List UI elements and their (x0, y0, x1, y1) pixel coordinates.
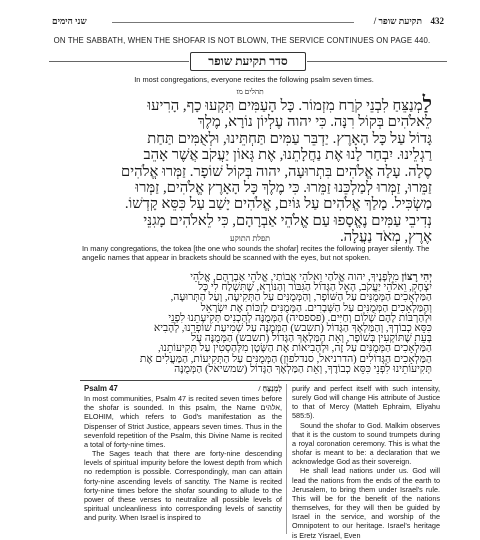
page-number: 432 (430, 16, 444, 26)
section-title: תקיעת שופר / (373, 16, 422, 26)
psalm-line: זַמֵּרוּ, זַמְּרוּ לְמַלְכֵּנוּ זַמֵּרוּ. כִּי מֶלֶךְ כָּל הָאָרֶץ אֱלֹהִים, זַמְּרוּ (135, 180, 432, 197)
yehi-ratzon-lead: יְהִי רָצוֹן (401, 272, 432, 283)
commentary-heading (84, 384, 282, 393)
prayer-line: בְּעֵת שֶׁתּוֹקְעִין בְּשׁוֹפָר, וְאֵת הַמַּלְאָךְ הַגָּדוֹל (תשבש) הַמְּמֻנֶּה עַל (191, 333, 432, 345)
yehi-ratzon-prayer (82, 273, 432, 375)
commentary-paragraph: He shall lead nations under us. God will lead the nations from the ends of the earth to Jerusalem, to bring them under Israel's rule. This will be for the benefit of the nations themselves, for they will then be guided by Israel in the service, and worship of the Omnipotent to our heritage. Israel's heritage is Eretz Yisrael, Even (292, 466, 440, 540)
section-heading: סדר תקיעת שופר (190, 52, 306, 71)
psalm-instruction: In most congregations, everyone recites the following psalm seven times. (134, 75, 374, 84)
prayer-line: כִּסֵּא כְבוֹדְךָ, וְהַמַּלְאָךְ הַגָּדוֹל (תשבש) הַמְּמֻנֶּה עַל שְׁמִיעַת שׁוֹפְרֵנוּ, לְהָבִיא (153, 323, 432, 335)
psalm-line: גָּדוֹל עַל כָּל הָאָרֶץ. יַדְבֵּר עַמִּים תַּחְתֵּינוּ, וּלְאֻמִּים תַּחַת (147, 130, 432, 147)
commentary-heading-english: Psalm 47 (84, 384, 118, 393)
commentary-paragraph: purify and perfect itself with such intensity, surely God will change His attribute of Justice to that of Mercy (Matteh Ephraim, Eliyahu 585:5). (292, 384, 440, 421)
prayer-line: הַמַּלְאָכִים הַמְּמֻנִּים עַל זֶה, וּלְהָבִיאוֹת אֶת הַשָּׂטָן מִלְּהַסְטִין עַל תְּקִיעוֹתֵנוּ, (158, 343, 432, 355)
commentary-right-column (292, 384, 440, 540)
prayer-label: תפלת התוקע (229, 234, 271, 243)
prayer-line: הַמַּלְאָכִים הַגְּדוֹלִים (הדרניאל, סנדלפון) הַמְּמֻנִּים עַל הַתְּקִיעוֹת, הַמַּעֲלִים אֶת (139, 353, 432, 365)
psalm-line: אֶרֶץ, מְאֹד נַעֲלָה. (339, 229, 432, 246)
psalm-line: לַמְנַצֵּחַ לִבְנֵי קֹרַח מִזְמוֹר. כָּל הָעַמִּים תִּקְעוּ כָף, הָרִיעוּ (147, 93, 432, 115)
prayer-instruction: In many congregations, the tokea [the one who sounds the shofar] recites the following prayer silently. The angelic names that appear in brackets should be scanned with the eyes, but not spoken. (82, 244, 430, 263)
header-rule (112, 22, 354, 23)
prayer-line: וּלְהַרְבּוֹת לָהֶם שָׁלוֹם וְחַיִּים. (פספסיה) הַמְּמֻנֶּה לְהַכְנִיס תְּקִיעָתֵנוּ לִפְנֵי (168, 312, 432, 324)
book-title: שני הימים (52, 16, 87, 26)
psalm-line: מַשְׂכִּיל. מָלַךְ אֱלֹהִים עַל גּוֹיִם, אֱלֹהִים יָשַׁב עַל כִּסֵּא קָדְשׁוֹ. (124, 196, 432, 213)
psalm-line: סֶלָה. עָלָה אֱלֹהִים בִּתְרוּעָה, יהוה בְּקוֹל שׁוֹפָר. זַמְּרוּ אֱלֹהִים (121, 163, 432, 180)
psalm-line: נְדִיבֵי עַמִּים נֶאֱסָפוּ עַם אֱלֹהֵי אַבְרָהָם, כִּי לֵאלֹהִים מָגִנֵּי (143, 212, 432, 229)
running-header (52, 16, 444, 30)
prayer-line: וְהַמַּלְאָכִים הַמְּמֻנִּים עַל הַשְּׁבָרִים. הַמְּמֻנִּים לְזַכּוֹת אֶת יִשְׂרָאֵל (200, 302, 432, 314)
prayer-line: יִצְחָק, וֵאלֹהֵי יַעֲקֹב, הָאֵל הַגָּדוֹל הַגִּבּוֹר וְהַנּוֹרָא, שֶׁתִּשְׁלַח לִי כָּל (198, 282, 432, 294)
commentary-paragraph: The Sages teach that there are forty-nine descending levels of spiritual impurity before the lowest depth from which no redemption is possible. Correspondingly, man can attain forty-nine ascending levels of sanctity. The Name is recited forty-nine times before the shofar sounding to allude to the power of these verses to neutralize all possible levels of spiritual uncleanliness into corresponding levels of sanctity and purity. When Israel is inspired to (84, 449, 282, 523)
commentary-divider (80, 380, 432, 381)
prayer-line: תְּקִיעוֹתֵינוּ לִפְנֵי כִּסֵּא כְבוֹדֶךָ, וְאֵת הַמַּלְאָךְ הַגָּדוֹל (שמשיאל) הַמְּמֻנֶּה (174, 363, 432, 375)
sabbath-note: ON THE SABBATH, WHEN THE SHOFAR IS NOT BLOWN, THE SERVICE CONTINUES ON PAGE 440. (53, 36, 431, 45)
column-rule (286, 384, 287, 534)
commentary-paragraph: Sound the shofar to God. Malkim observes that it is the custom to sound trumpets during a royal coronation ceremony. This is what the shofar is meant to be: a declaration that we acknowledge God as their sovereign. (292, 420, 440, 467)
psalm-line: לֵאלֹהִים בְּקוֹל רִנָּה. כִּי יהוה עֶלְיוֹן נוֹרָא, מֶלֶךְ (197, 114, 432, 131)
psalm-line: רַגְלֵינוּ. יִבְחַר לָנוּ אֶת נַחֲלָתֵנוּ, אֶת גְּאוֹן יַעֲקֹב אֲשֶׁר אָהֵב (143, 147, 432, 164)
commentary-left-column (84, 384, 282, 522)
psalm-label: תהלים מז (236, 87, 264, 96)
prayer-line: הַמַּלְאָכִים הַמְּמֻנִּים עַל הַשּׁוֹפָר, וְהַמְּמֻנִּים עַל הַתְּקִיעָה, וְעַל הַתְּרוּעָה, (170, 292, 432, 304)
prayer-line-rest: מִלְּפָנֶיךָ, יהוה אֱלֹהַי וֵאלֹהֵי אֲבוֹתַי, אֱלֹהֵי אַבְרָהָם, אֱלֹהֵי (190, 272, 399, 283)
commentary-paragraph: In most communities, Psalm 47 is recited seven times before the shofar is sounded. In this psalm, the Name אלהים, ELOHIM, which refers to God's manifestation as the Dispenser of Strict Justice, appears seven times. Thus in the sevenfold repetition of the Psalm, this Divine Name is recited a total of forty-nine times. (84, 394, 282, 449)
commentary-heading-hebrew: לַמְנַצֵּחַ / (258, 384, 282, 393)
